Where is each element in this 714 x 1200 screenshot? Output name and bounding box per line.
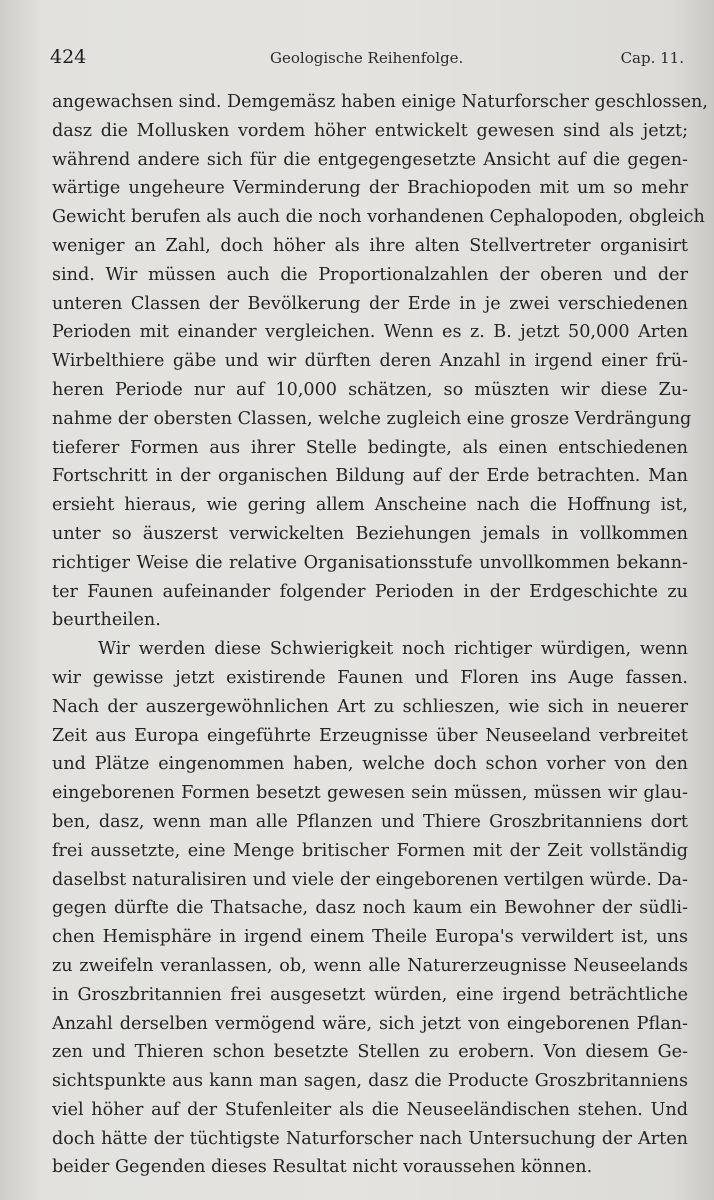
- text-line: heren Periode nur auf 10,000 schätzen, so müszten wir diese Zu-: [52, 379, 688, 400]
- text-line: unter so äuszerst verwickelten Beziehungen jemals in vollkommen: [52, 523, 688, 544]
- text-line: Fortschritt in der organischen Bildung auf der Erde betrachten. Man: [52, 466, 688, 487]
- paragraph: [52, 88, 708, 635]
- text-line: ersieht hieraus, wie gering allem Anscheine nach die Hoffnung ist,: [52, 495, 688, 516]
- text-line: wärtige ungeheure Verminderung der Brachiopoden mit um so mehr: [52, 178, 688, 199]
- text-line: viel höher auf der Stufenleiter als die Neuseeländischen stehen. Und: [52, 1099, 688, 1120]
- text-line: Zeit aus Europa eingeführte Erzeugnisse über Neuseeland verbreitet: [52, 725, 688, 746]
- page-number: 424: [50, 46, 87, 68]
- text-line: sind. Wir müssen auch die Proportionalzahlen der oberen und der: [52, 264, 688, 285]
- text-line: eingeborenen Formen besetzt gewesen sein müssen, müssen wir glau-: [52, 783, 688, 804]
- chapter-label: Cap. 11.: [620, 49, 684, 67]
- text-line: Perioden mit einander vergleichen. Wenn es z. B. jetzt 50,000 Arten: [52, 322, 688, 343]
- text-line: daselbst naturalisiren und viele der eingeborenen vertilgen würde. Da-: [52, 869, 688, 890]
- text-line: dasz die Mollusken vordem höher entwickelt gewesen sind als jetzt;: [52, 120, 688, 141]
- text-line: richtiger Weise die relative Organisationsstufe unvollkommen bekann-: [52, 552, 688, 573]
- text-line: beurtheilen.: [52, 610, 161, 631]
- text-line: nahme der obersten Classen, welche zugleich eine grosze Verdrängung: [52, 408, 692, 429]
- page-header: [50, 46, 690, 72]
- text-line: Wir werden diese Schwierigkeit noch richtiger würdigen, wenn: [98, 639, 688, 660]
- text-line: Anzahl derselben vermögend wäre, sich jetzt von eingeborenen Pflan-: [52, 1013, 688, 1034]
- text-line: wir gewisse jetzt existirende Faunen und Floren ins Auge fassen.: [52, 667, 688, 688]
- text-line: Nach der auszergewöhnlichen Art zu schlieszen, wie sich in neuerer: [52, 696, 688, 717]
- body-text: [52, 88, 708, 1182]
- text-line: tieferer Formen aus ihrer Stelle bedingte, als einen entschiedenen: [52, 437, 688, 458]
- text-line: zen und Thieren schon besetzte Stellen zu erobern. Von diesem Ge-: [52, 1042, 688, 1063]
- text-line: Wirbelthiere gäbe und wir dürften deren Anzahl in irgend einer frü-: [52, 351, 688, 372]
- text-line: ter Faunen aufeinander folgender Perioden in der Erdgeschichte zu: [52, 581, 688, 602]
- text-line: und Plätze eingenommen haben, welche doch schon vorher von den: [52, 754, 688, 775]
- text-line: unteren Classen der Bevölkerung der Erde in je zwei verschiedenen: [52, 293, 688, 314]
- text-line: ben, dasz, wenn man alle Pflanzen und Thiere Groszbritanniens dort: [52, 811, 688, 832]
- text-line: frei aussetzte, eine Menge britischer Formen mit der Zeit vollständig: [52, 840, 688, 861]
- text-line: doch hätte der tüchtigste Naturforscher nach Untersuchung der Arten: [52, 1128, 688, 1149]
- text-line: gegen dürfte die Thatsache, dasz noch kaum ein Bewohner der südli-: [52, 898, 688, 919]
- text-line: beider Gegenden dieses Resultat nicht voraussehen können.: [52, 1157, 593, 1178]
- running-title: Geologische Reihenfolge.: [270, 49, 464, 67]
- text-line: in Groszbritannien frei ausgesetzt würden, eine irgend beträchtliche: [52, 984, 688, 1005]
- text-line: sichtspunkte aus kann man sagen, dasz die Producte Groszbritanniens: [52, 1071, 688, 1092]
- text-line: zu zweifeln veranlassen, ob, wenn alle Naturerzeugnisse Neuseelands: [52, 955, 688, 976]
- text-line: angewachsen sind. Demgemäsz haben einige Naturforscher geschlossen,: [52, 92, 708, 112]
- text-line: chen Hemisphäre in irgend einem Theile Europa's verwildert ist, uns: [52, 927, 688, 948]
- text-line: Gewicht berufen als auch die noch vorhandenen Cephalopoden, obgleich: [52, 207, 705, 228]
- text-line: weniger an Zahl, doch höher als ihre alten Stellvertreter organisirt: [52, 235, 688, 256]
- paragraph: [52, 635, 688, 1182]
- text-line: während andere sich für die entgegengesetzte Ansicht auf die gegen-: [52, 149, 688, 170]
